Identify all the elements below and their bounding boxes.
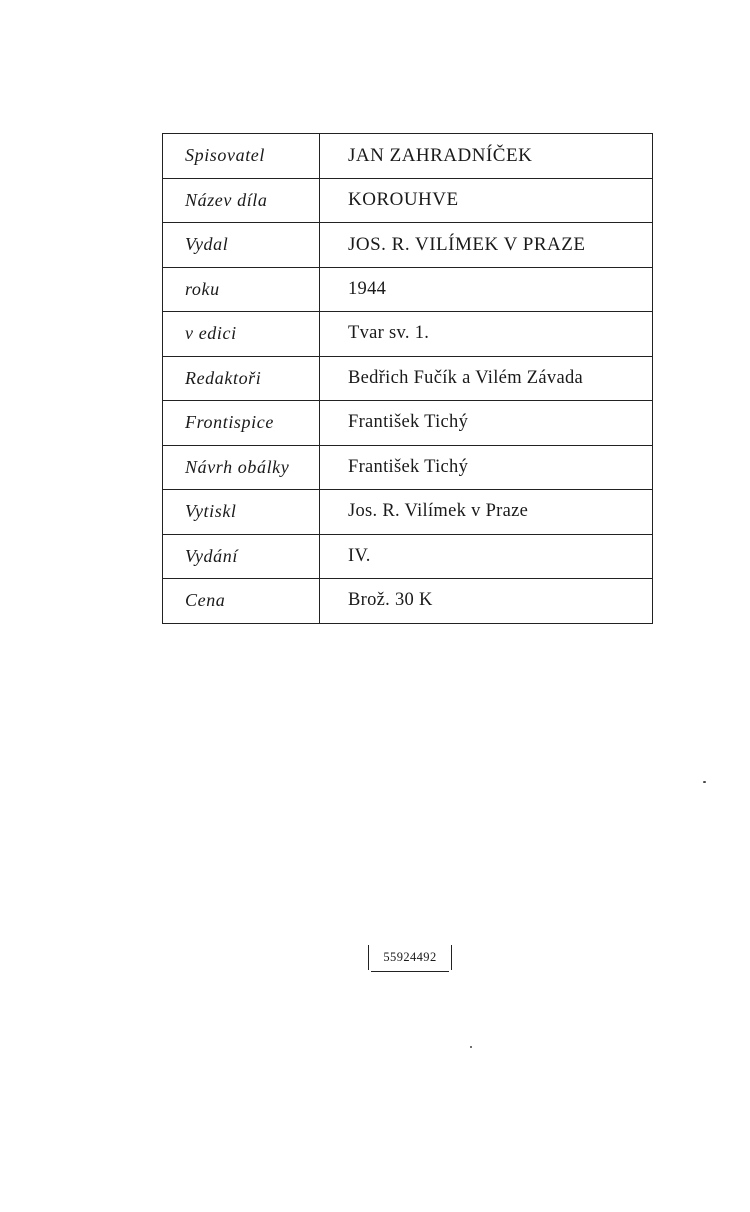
row-label: Spisovatel [163, 134, 320, 178]
colophon-row-year [163, 268, 652, 313]
row-label: Návrh obálky [163, 446, 320, 490]
row-value: IV. [348, 545, 371, 566]
colophon-row-title [163, 179, 652, 224]
colophon-table [162, 133, 653, 624]
colophon-row-author [163, 134, 652, 179]
row-value: JOS. R. VILÍMEK V PRAZE [348, 233, 586, 255]
row-value: Bedřich Fučík a Vilém Závada [348, 367, 584, 388]
colophon-row-frontispiece [163, 401, 652, 446]
row-value: KOROUHVE [348, 189, 459, 211]
row-label: roku [163, 268, 320, 312]
row-label: Vydání [163, 535, 320, 579]
colophon-row-publisher [163, 223, 652, 268]
print-speck [703, 781, 706, 783]
colophon-row-cover-design [163, 446, 652, 491]
row-value: Brož. 30 K [348, 590, 433, 611]
row-label: v edici [163, 312, 320, 356]
row-label: Vytiskl [163, 490, 320, 534]
row-label: Redaktoři [163, 357, 320, 401]
colophon-row-price [163, 579, 652, 624]
row-value: Jos. R. Vilímek v Praze [348, 501, 529, 522]
colophon-row-series [163, 312, 652, 357]
colophon-row-edition [163, 535, 652, 580]
row-value: JAN ZAHRADNÍČEK [348, 144, 533, 166]
row-label: Vydal [163, 223, 320, 267]
row-value: 1944 [348, 278, 387, 299]
row-label: Cena [163, 579, 320, 623]
row-label: Frontispice [163, 401, 320, 445]
catalog-code-stamp: 55924492 [368, 945, 452, 970]
row-value: Tvar sv. 1. [348, 323, 430, 344]
row-value: František Tichý [348, 456, 469, 477]
print-speck [470, 1046, 472, 1048]
row-value: František Tichý [348, 412, 469, 433]
colophon-row-printer [163, 490, 652, 535]
row-label: Název díla [163, 179, 320, 223]
colophon-row-editors [163, 357, 652, 402]
